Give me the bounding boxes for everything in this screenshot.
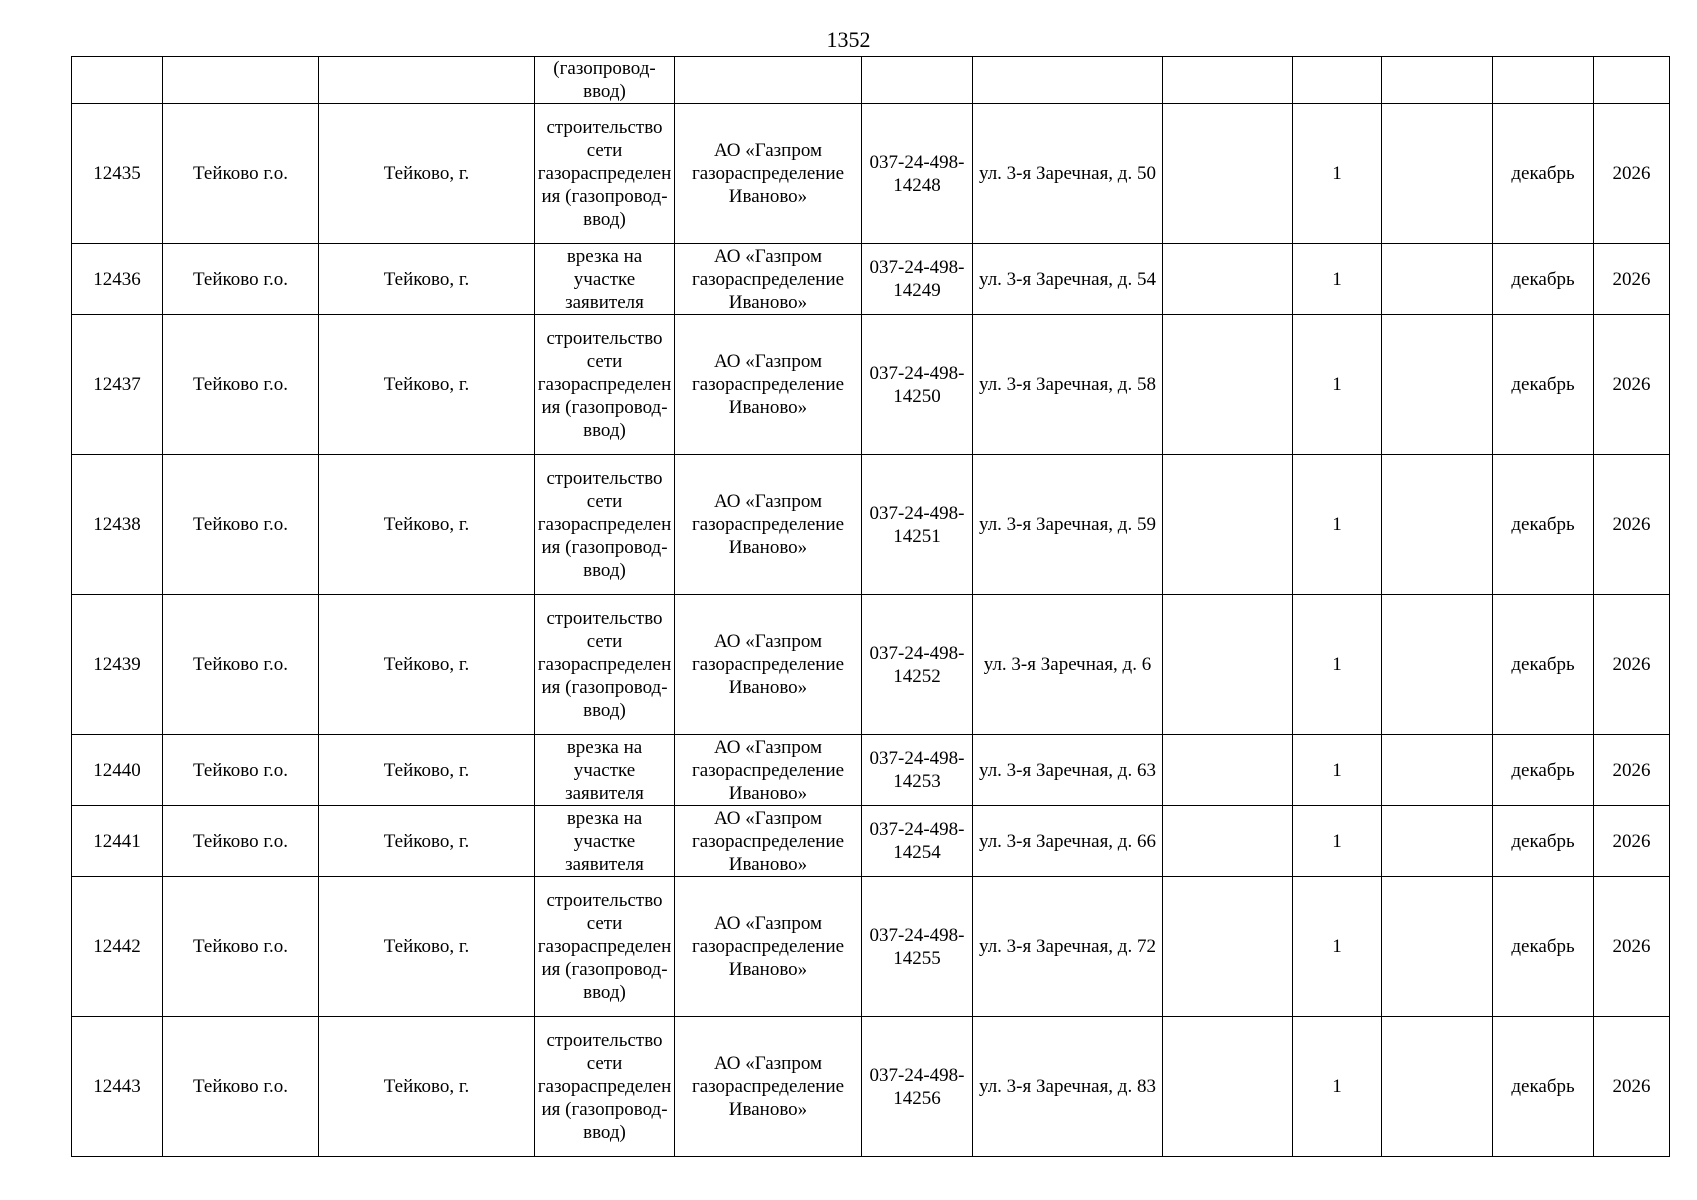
table-row: [72, 244, 1670, 315]
cell-year: 2026: [1594, 595, 1670, 735]
cell-count: 1: [1293, 455, 1382, 595]
cell-address: ул. 3-я Заречная, д. 54: [973, 244, 1163, 315]
cell-count: 1: [1293, 104, 1382, 244]
cell-num: [72, 57, 163, 104]
cell-locality: Тейково, г.: [319, 877, 535, 1017]
cell-year: 2026: [1594, 806, 1670, 877]
cell-address: ул. 3-я Заречная, д. 72: [973, 877, 1163, 1017]
table-row: [72, 595, 1670, 735]
cell-count: 1: [1293, 244, 1382, 315]
cell-col8: [1163, 735, 1293, 806]
cell-work-type: строительство сети газораспределения (газопровод-ввод): [535, 595, 675, 735]
table-row: [72, 806, 1670, 877]
registry-table: [71, 56, 1670, 1157]
cell-code: 037-24-498-14249: [862, 244, 973, 315]
cell-locality: Тейково, г.: [319, 315, 535, 455]
cell-address: ул. 3-я Заречная, д. 83: [973, 1017, 1163, 1157]
cell-organization: АО «Газпром газораспределение Иваново»: [675, 595, 862, 735]
cell-col8: [1163, 244, 1293, 315]
cell-code: 037-24-498-14248: [862, 104, 973, 244]
cell-month: декабрь: [1493, 1017, 1594, 1157]
cell-work-type: строительство сети газораспределения (газопровод-ввод): [535, 315, 675, 455]
cell-organization: АО «Газпром газораспределение Иваново»: [675, 455, 862, 595]
cell-organization: АО «Газпром газораспределение Иваново»: [675, 735, 862, 806]
table-row: [72, 735, 1670, 806]
table-row: [72, 104, 1670, 244]
cell-organization: [675, 57, 862, 104]
cell-num: 12443: [72, 1017, 163, 1157]
cell-count: 1: [1293, 877, 1382, 1017]
cell-district: Тейково г.о.: [163, 455, 319, 595]
table-row-continuation: [72, 57, 1670, 104]
cell-work-type: (газопровод-ввод): [535, 57, 675, 104]
cell-code: 037-24-498-14255: [862, 877, 973, 1017]
cell-col8: [1163, 455, 1293, 595]
cell-month: декабрь: [1493, 735, 1594, 806]
cell-year: 2026: [1594, 104, 1670, 244]
table-row: [72, 877, 1670, 1017]
cell-organization: АО «Газпром газораспределение Иваново»: [675, 315, 862, 455]
cell-year: 2026: [1594, 315, 1670, 455]
cell-address: ул. 3-я Заречная, д. 50: [973, 104, 1163, 244]
cell-col10: [1382, 595, 1493, 735]
cell-count: 1: [1293, 806, 1382, 877]
cell-year: 2026: [1594, 1017, 1670, 1157]
cell-month: [1493, 57, 1594, 104]
cell-col8: [1163, 57, 1293, 104]
cell-code: 037-24-498-14253: [862, 735, 973, 806]
cell-locality: Тейково, г.: [319, 104, 535, 244]
registry-table-body: [72, 57, 1670, 1157]
cell-organization: АО «Газпром газораспределение Иваново»: [675, 244, 862, 315]
cell-district: Тейково г.о.: [163, 104, 319, 244]
cell-col8: [1163, 1017, 1293, 1157]
cell-year: 2026: [1594, 877, 1670, 1017]
cell-organization: АО «Газпром газораспределение Иваново»: [675, 877, 862, 1017]
cell-year: 2026: [1594, 735, 1670, 806]
cell-locality: Тейково, г.: [319, 455, 535, 595]
cell-organization: АО «Газпром газораспределение Иваново»: [675, 104, 862, 244]
cell-organization: АО «Газпром газораспределение Иваново»: [675, 1017, 862, 1157]
cell-year: 2026: [1594, 244, 1670, 315]
cell-code: 037-24-498-14252: [862, 595, 973, 735]
cell-district: Тейково г.о.: [163, 315, 319, 455]
cell-code: 037-24-498-14254: [862, 806, 973, 877]
cell-district: Тейково г.о.: [163, 595, 319, 735]
cell-count: [1293, 57, 1382, 104]
cell-num: 12440: [72, 735, 163, 806]
cell-work-type: строительство сети газораспределения (газопровод-ввод): [535, 104, 675, 244]
cell-address: [973, 57, 1163, 104]
cell-address: ул. 3-я Заречная, д. 63: [973, 735, 1163, 806]
cell-address: ул. 3-я Заречная, д. 6: [973, 595, 1163, 735]
cell-month: декабрь: [1493, 244, 1594, 315]
cell-code: 037-24-498-14256: [862, 1017, 973, 1157]
cell-district: Тейково г.о.: [163, 806, 319, 877]
cell-month: декабрь: [1493, 877, 1594, 1017]
cell-month: декабрь: [1493, 104, 1594, 244]
cell-count: 1: [1293, 595, 1382, 735]
cell-year: 2026: [1594, 455, 1670, 595]
cell-count: 1: [1293, 315, 1382, 455]
cell-locality: Тейково, г.: [319, 595, 535, 735]
table-row: [72, 455, 1670, 595]
cell-district: Тейково г.о.: [163, 877, 319, 1017]
cell-col8: [1163, 806, 1293, 877]
cell-code: [862, 57, 973, 104]
cell-num: 12442: [72, 877, 163, 1017]
cell-count: 1: [1293, 735, 1382, 806]
cell-organization: АО «Газпром газораспределение Иваново»: [675, 806, 862, 877]
page-number: 1352: [826, 27, 871, 52]
cell-work-type: врезка на участке заявителя: [535, 806, 675, 877]
cell-col10: [1382, 57, 1493, 104]
cell-address: ул. 3-я Заречная, д. 66: [973, 806, 1163, 877]
table-row: [72, 315, 1670, 455]
cell-col10: [1382, 455, 1493, 595]
cell-district: Тейково г.о.: [163, 1017, 319, 1157]
cell-locality: Тейково, г.: [319, 735, 535, 806]
cell-col8: [1163, 315, 1293, 455]
cell-district: [163, 57, 319, 104]
cell-month: декабрь: [1493, 595, 1594, 735]
cell-col10: [1382, 1017, 1493, 1157]
cell-col8: [1163, 104, 1293, 244]
cell-locality: [319, 57, 535, 104]
cell-month: декабрь: [1493, 806, 1594, 877]
cell-col8: [1163, 595, 1293, 735]
cell-address: ул. 3-я Заречная, д. 58: [973, 315, 1163, 455]
cell-locality: Тейково, г.: [319, 806, 535, 877]
cell-code: 037-24-498-14250: [862, 315, 973, 455]
cell-month: декабрь: [1493, 455, 1594, 595]
cell-num: 12441: [72, 806, 163, 877]
cell-num: 12435: [72, 104, 163, 244]
cell-district: Тейково г.о.: [163, 735, 319, 806]
cell-work-type: строительство сети газораспределения (газопровод-ввод): [535, 455, 675, 595]
cell-num: 12437: [72, 315, 163, 455]
table-row: [72, 1017, 1670, 1157]
cell-month: декабрь: [1493, 315, 1594, 455]
cell-col10: [1382, 104, 1493, 244]
cell-col10: [1382, 806, 1493, 877]
cell-year: [1594, 57, 1670, 104]
cell-num: 12439: [72, 595, 163, 735]
cell-work-type: врезка на участке заявителя: [535, 735, 675, 806]
cell-num: 12436: [72, 244, 163, 315]
cell-work-type: строительство сети газораспределения (газопровод-ввод): [535, 1017, 675, 1157]
cell-count: 1: [1293, 1017, 1382, 1157]
cell-address: ул. 3-я Заречная, д. 59: [973, 455, 1163, 595]
cell-district: Тейково г.о.: [163, 244, 319, 315]
cell-col10: [1382, 315, 1493, 455]
cell-work-type: строительство сети газораспределения (газопровод-ввод): [535, 877, 675, 1017]
cell-locality: Тейково, г.: [319, 244, 535, 315]
cell-code: 037-24-498-14251: [862, 455, 973, 595]
cell-num: 12438: [72, 455, 163, 595]
cell-col10: [1382, 244, 1493, 315]
cell-col10: [1382, 735, 1493, 806]
cell-col10: [1382, 877, 1493, 1017]
cell-locality: Тейково, г.: [319, 1017, 535, 1157]
cell-work-type: врезка на участке заявителя: [535, 244, 675, 315]
cell-col8: [1163, 877, 1293, 1017]
